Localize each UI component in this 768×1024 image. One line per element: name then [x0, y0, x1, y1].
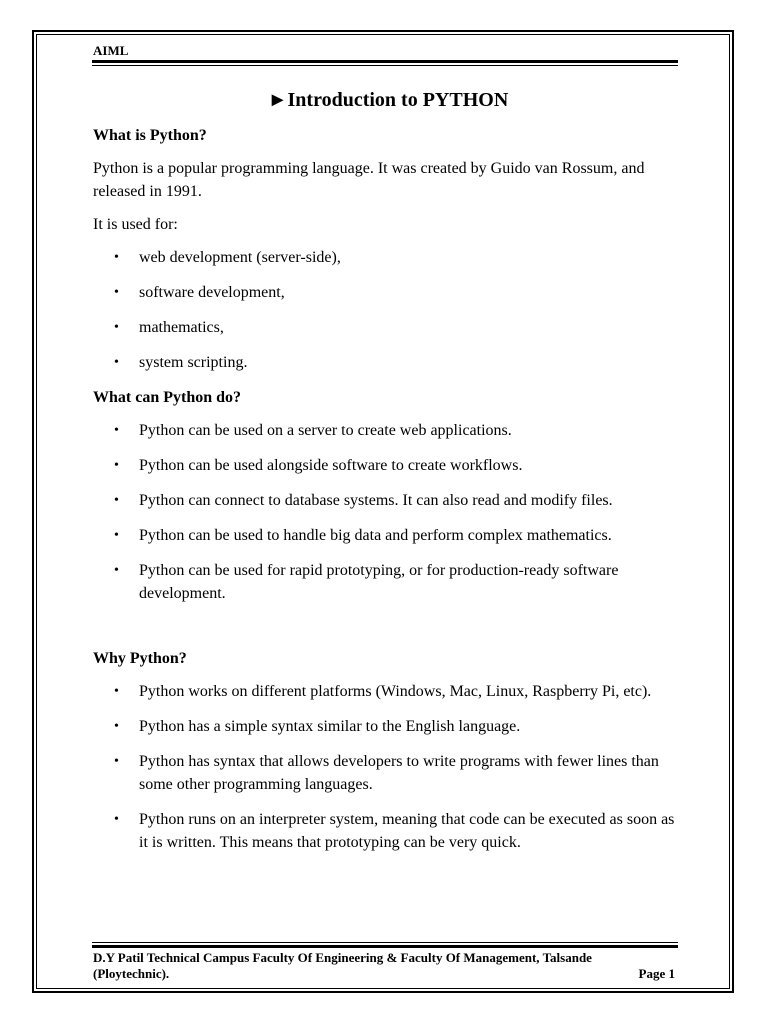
section-heading-why: Why Python?	[93, 650, 187, 667]
list-item	[93, 316, 683, 339]
bullet-icon: •	[114, 493, 119, 508]
bullet-icon: •	[114, 458, 119, 473]
list-item	[93, 454, 683, 477]
page-number: Page 1	[638, 966, 675, 981]
list-item	[93, 715, 683, 738]
bullet-icon: •	[114, 684, 119, 699]
section-spacer	[93, 617, 683, 647]
page-title: ►Introduction to PYTHON	[267, 89, 509, 111]
section-heading-what-can: What can Python do?	[93, 389, 242, 406]
list-item	[93, 281, 683, 304]
bullet-icon: •	[114, 563, 119, 578]
used-for-label: It is used for:	[93, 216, 178, 233]
list-item	[93, 246, 683, 269]
list-item	[93, 489, 683, 512]
list-item	[93, 808, 683, 854]
document-body	[93, 86, 683, 866]
bullet-icon: •	[114, 285, 119, 300]
list-item	[93, 419, 683, 442]
bullet-icon: •	[114, 719, 119, 734]
header-rule-thin	[92, 65, 678, 66]
footer-rule	[92, 945, 678, 948]
bullet-icon: •	[114, 320, 119, 335]
list-item-text: web development (server-side),	[139, 249, 341, 266]
list-item-text: Python can be used on a server to create web applications.	[139, 422, 512, 439]
list-item-text: mathematics,	[139, 319, 224, 336]
list-item-text: Python runs on an interpreter system, meaning that code can be executed as soon as it is written. This means that prototyping can be very quick.	[139, 811, 675, 851]
list-item-text: Python has a simple syntax similar to the English language.	[139, 718, 521, 735]
list-item-text: Python can be used to handle big data and perform complex mathematics.	[139, 527, 612, 544]
footer-rule-thin	[92, 942, 678, 943]
what-can-list	[93, 419, 683, 605]
list-item-text: Python can be used alongside software to create workflows.	[139, 457, 523, 474]
list-item	[93, 680, 683, 703]
bullet-icon: •	[114, 250, 119, 265]
list-item	[93, 750, 683, 796]
list-item	[93, 351, 683, 374]
footer-line2	[93, 966, 675, 982]
footer-institution-line1: D.Y Patil Technical Campus Faculty Of Engineering & Faculty Of Management, Talsande	[93, 950, 592, 965]
list-item	[93, 524, 683, 547]
section-heading-what-is: What is Python?	[93, 127, 207, 144]
header-rule	[92, 60, 678, 63]
list-item-text: Python has syntax that allows developers to write programs with fewer lines than some other programming languages.	[139, 753, 659, 793]
page-footer	[93, 950, 675, 982]
footer-institution-line2: (Ploytechnic).	[93, 966, 170, 981]
bullet-icon: •	[114, 528, 119, 543]
used-for-list	[93, 246, 683, 374]
why-list	[93, 680, 683, 854]
bullet-icon: •	[114, 812, 119, 827]
list-item-text: system scripting.	[139, 354, 248, 371]
bullet-icon: •	[114, 423, 119, 438]
header-label: AIML	[93, 43, 129, 58]
bullet-icon: •	[114, 355, 119, 370]
intro-paragraph: Python is a popular programming language. It was created by Guido van Rossum, and released in 1991.	[93, 160, 645, 200]
list-item	[93, 559, 683, 605]
list-item-text: Python can be used for rapid prototyping, or for production-ready software development.	[139, 562, 619, 602]
list-item-text: Python works on different platforms (Windows, Mac, Linux, Raspberry Pi, etc).	[139, 683, 652, 700]
bullet-icon: •	[114, 754, 119, 769]
list-item-text: software development,	[139, 284, 285, 301]
list-item-text: Python can connect to database systems. It can also read and modify files.	[139, 492, 613, 509]
